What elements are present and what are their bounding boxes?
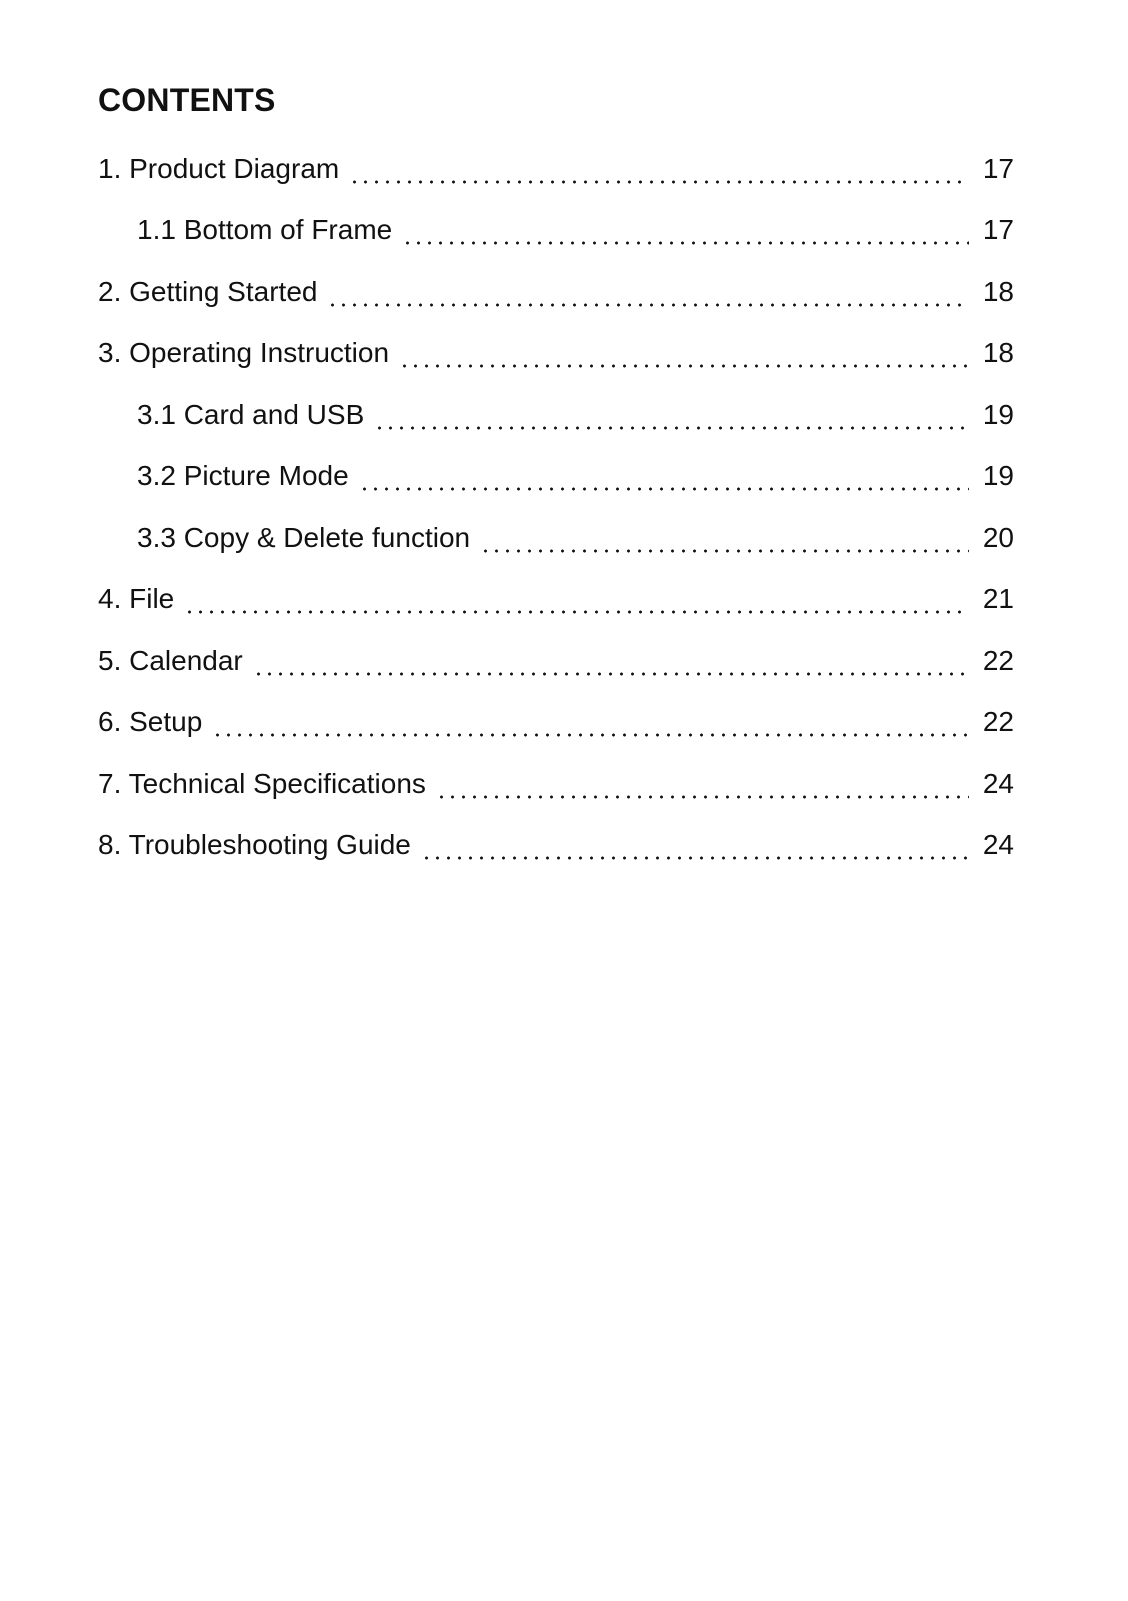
toc-page-number: 24: [982, 767, 1014, 799]
toc-entry-label: 8. Troubleshooting Guide: [98, 831, 421, 859]
toc-entry-label: 4. File: [98, 585, 184, 613]
toc-page-number: 20: [982, 521, 1014, 553]
dot-leader: [184, 591, 969, 615]
toc-page-number: 19: [982, 460, 1014, 492]
dot-leader: [253, 653, 969, 677]
toc-entry-label: 7. Technical Specifications: [98, 770, 436, 798]
toc-entry-product-diagram: [98, 138, 1014, 200]
toc-entry-technical-specifications: [98, 753, 1014, 815]
toc-page-number: 22: [982, 644, 1014, 676]
toc-entry-card-and-usb: [98, 384, 1014, 446]
toc-entry-label: 2. Getting Started: [98, 278, 327, 306]
dot-leader: [327, 284, 968, 308]
toc-entry-troubleshooting-guide: [98, 815, 1014, 877]
dot-leader: [480, 530, 969, 554]
dot-leader: [374, 407, 969, 431]
dot-leader: [349, 161, 969, 185]
toc-entry-operating-instruction: [98, 323, 1014, 385]
dot-leader: [402, 222, 969, 246]
toc-entry-setup: [98, 692, 1014, 754]
toc-entry-label: 3. Operating Instruction: [98, 339, 399, 367]
toc-entry-bottom-of-frame: [98, 200, 1014, 262]
toc-entry-label: 1.1 Bottom of Frame: [137, 216, 402, 244]
toc-entry-getting-started: [98, 261, 1014, 323]
toc-page-number: 19: [982, 398, 1014, 430]
toc-entry-label: 5. Calendar: [98, 647, 253, 675]
toc-page-number: 22: [982, 706, 1014, 738]
toc-page-number: 24: [982, 829, 1014, 861]
dot-leader: [436, 776, 969, 800]
dot-leader: [399, 345, 969, 369]
toc-page-number: 17: [982, 214, 1014, 246]
dot-leader: [212, 714, 969, 738]
dot-leader: [421, 837, 969, 861]
toc-entry-label: 6. Setup: [98, 708, 212, 736]
table-of-contents: [98, 138, 1014, 876]
toc-entry-label: 3.1 Card and USB: [137, 401, 374, 429]
toc-entry-picture-mode: [98, 446, 1014, 508]
toc-entry-label: 1. Product Diagram: [98, 155, 349, 183]
toc-page-number: 21: [982, 583, 1014, 615]
page-title: CONTENTS: [98, 82, 276, 118]
toc-entry-copy-delete-function: [98, 507, 1014, 569]
toc-entry-file: [98, 569, 1014, 631]
toc-page-number: 18: [982, 275, 1014, 307]
toc-entry-label: 3.3 Copy & Delete function: [137, 524, 480, 552]
toc-entry-calendar: [98, 630, 1014, 692]
toc-page-number: 18: [982, 337, 1014, 369]
dot-leader: [359, 468, 969, 492]
toc-entry-label: 3.2 Picture Mode: [137, 462, 359, 490]
toc-page-number: 17: [982, 152, 1014, 184]
